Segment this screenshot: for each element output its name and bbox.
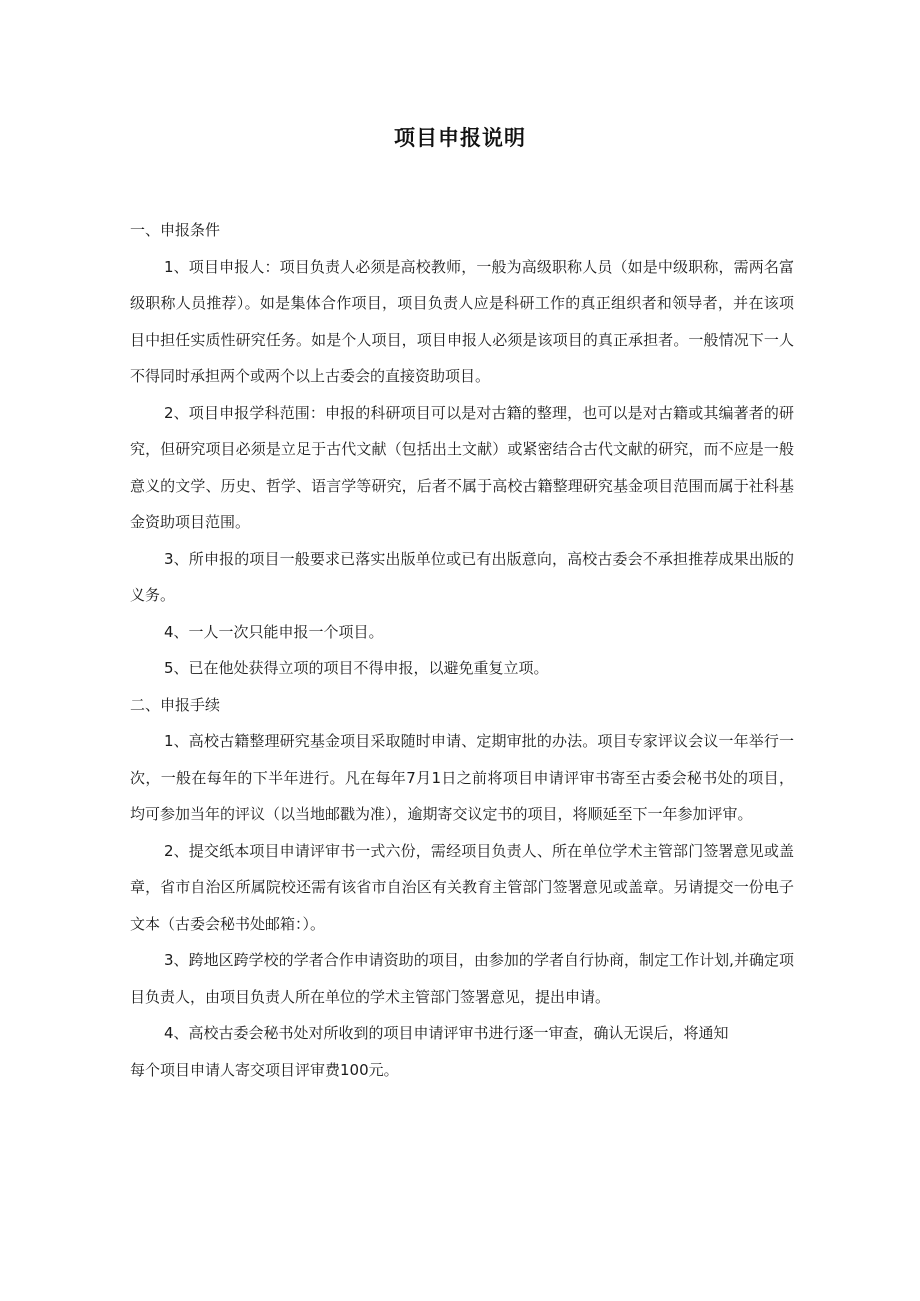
document-title: 项目申报说明 <box>394 126 526 150</box>
section-heading-conditions: 一、申报条件 <box>130 221 221 239</box>
procedure-item-4-tail: 每个项目申请人寄交项目评审费100元。 <box>130 1060 399 1079</box>
condition-item-4: 4、一人一次只能申报一个项目。 <box>164 622 384 641</box>
procedure-item-2: 2、提交纸本项目申请评审书一式六份，需经项目负责人、所在单位学术主管部门签署意见或盖章，省市自治区所属院校还需有该省市自治区有关教育主管部门签署意见或盖章。另请提交一份电子文本（古委会秘书处邮箱：）。 <box>130 841 794 933</box>
procedure-item-3: 3、跨地区跨学校的学者合作申请资助的项目，由参加的学者自行协商，制定工作计划,并确定项目负责人，由项目负责人所在单位的学术主管部门签署意见，提出申请。 <box>130 951 794 1006</box>
section-heading-procedures: 二、申报手续 <box>130 695 221 714</box>
procedure-item-1: 1、高校古籍整理研究基金项目采取随时申请、定期审批的办法。项目专家评议会议一年举行一次，一般在每年的下半年进行。凡在每年7月1日之前将项目申请评审书寄至古委会秘书处的项目，均可参加当年的评议（以当地邮戳为准），逾期寄交议定书的项目，将顺延至下一年参加评审。 <box>130 732 794 823</box>
condition-item-5: 5、已在他处获得立项的项目不得申报，以避免重复立项。 <box>164 659 549 677</box>
condition-item-1: 1、项目申报人：项目负责人必须是高校教师，一般为高级职称人员（如是中级职称，需两名富级职称人员推荐）。如是集体合作项目，项目负责人应是科研工作的真正组织者和领导者，并在该项目中担任实质性研究任务。如是个人项目，项目申报人必须是该项目的真正承担者。一般情况下一人不得同时承担两个或两个以上古委会的直接资助项目。 <box>130 257 794 385</box>
condition-item-3: 3、所申报的项目一般要求已落实出版单位或已有出版意向，高校古委会不承担推荐成果出版的义务。 <box>130 549 794 604</box>
procedure-item-4: 4、高校古委会秘书处对所收到的项目申请评审书进行逐一审查，确认无误后，将通知 <box>164 1024 729 1042</box>
condition-item-2: 2、项目申报学科范围：申报的科研项目可以是对古籍的整理，也可以是对古籍或其编著者的研究，但研究项目必须是立足于古代文献（包括出土文献）或紧密结合古代文献的研究，而不应是一般意义的文学、历史、哲学、语言学等研究，后者不属于高校古籍整理研究基金项目范围而属于社科基金资助项目范围。 <box>130 403 794 531</box>
document-body <box>130 212 794 1088</box>
